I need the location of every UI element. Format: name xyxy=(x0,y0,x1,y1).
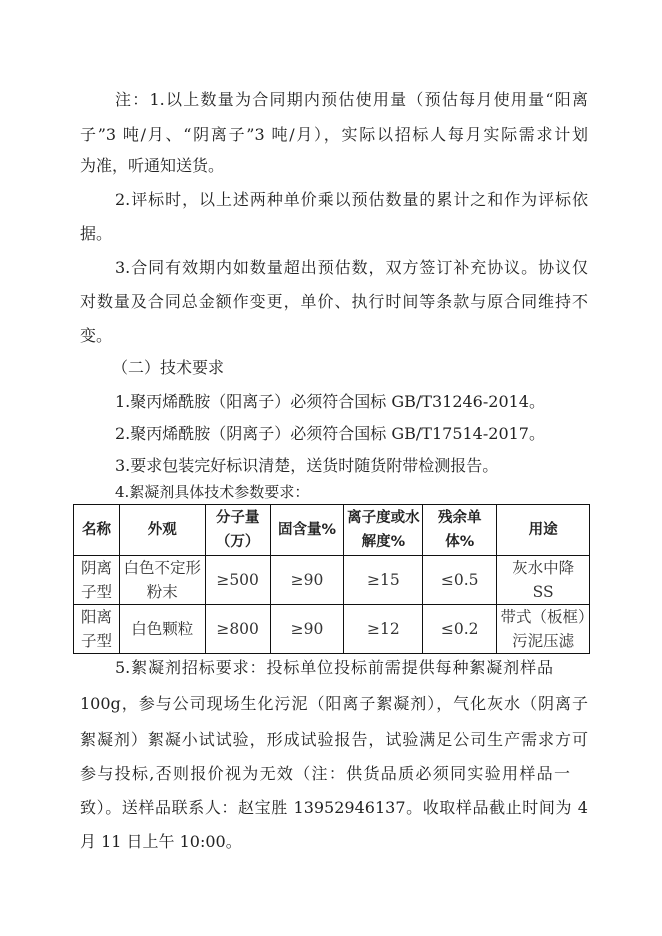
header-cell: 分子量（万） xyxy=(205,505,270,556)
text-line: 絮凝剂）絮凝小试试验，形成试验报告，试验满足公司生产需求方可 xyxy=(80,730,588,749)
requirement-1: 1.聚丙烯酰胺（阳离子）必须符合国标 GB/T31246-2014。 xyxy=(115,392,545,411)
header-cell: 固含量% xyxy=(270,505,344,556)
section-title: （二）技术要求 xyxy=(112,358,225,377)
text-line: 子”3 吨/月、“阴离子”3 吨/月），实际以招标人每月实际需求计划 xyxy=(80,125,588,144)
requirement-2: 2.聚丙烯酰胺（阴离子）必须符合国标 GB/T17514-2017。 xyxy=(115,424,545,443)
table-cell: ≤0.5 xyxy=(423,556,497,605)
requirement-4: 4.絮凝剂具体技术参数要求： xyxy=(115,483,310,501)
table-cell: 阳离子型 xyxy=(74,605,120,654)
requirement-3: 3.要求包装完好标识清楚，送货时随货附带检测报告。 xyxy=(115,456,499,475)
table-row xyxy=(74,556,590,605)
table-row xyxy=(74,605,590,654)
table-cell: 白色不定形粉末 xyxy=(119,556,205,605)
table-cell: ≥90 xyxy=(270,605,344,654)
header-cell: 名称 xyxy=(74,505,120,556)
table-cell: ≥800 xyxy=(205,605,270,654)
text-line: 参与投标,否则报价视为无效（注：供货品质必须同实验用样品一 xyxy=(80,764,570,783)
header-cell: 外观 xyxy=(119,505,205,556)
table-cell: ≥500 xyxy=(205,556,270,605)
table-cell: 灰水中降 SS xyxy=(497,556,590,605)
text-line: 5.絮凝剂招标要求：投标单位投标前需提供每种絮凝剂样品 xyxy=(115,658,553,677)
table-cell: ≤0.2 xyxy=(423,605,497,654)
text-line: 变。 xyxy=(80,326,113,345)
text-line: 月 11 日上午 10:00。 xyxy=(80,832,242,851)
table-cell: 阴离子型 xyxy=(74,556,120,605)
flocculant-spec-table xyxy=(73,504,590,654)
header-cell: 离子度或水解度% xyxy=(344,505,423,556)
header-cell: 残余单体% xyxy=(423,505,497,556)
text-line: 对数量及合同总金额作变更，单价、执行时间等条款与原合同维持不 xyxy=(80,292,588,311)
text-line: 为准，听通知送货。 xyxy=(80,156,225,175)
table-cell: 带式（板框）污泥压滤 xyxy=(497,605,590,654)
text-line: 注：1.以上数量为合同期内预估使用量（预估每月使用量“阳离 xyxy=(115,90,588,109)
text-line: 100g，参与公司现场生化污泥（阳离子絮凝剂），气化灰水（阴离子 xyxy=(80,694,588,713)
table-cell: 白色颗粒 xyxy=(119,605,205,654)
text-line: 2.评标时，以上述两种单价乘以预估数量的累计之和作为评标依 xyxy=(115,190,588,209)
text-line: 据。 xyxy=(80,224,113,243)
text-line: 致）。送样品联系人：赵宝胜 13952946137。收取样品截止时间为 4 xyxy=(80,798,588,817)
header-cell: 用途 xyxy=(497,505,590,556)
table-cell: ≥12 xyxy=(344,605,423,654)
table-header-row xyxy=(74,505,590,556)
table-cell: ≥90 xyxy=(270,556,344,605)
text-line: 3.合同有效期内如数量超出预估数，双方签订补充协议。协议仅 xyxy=(115,258,588,277)
table-cell: ≥15 xyxy=(344,556,423,605)
